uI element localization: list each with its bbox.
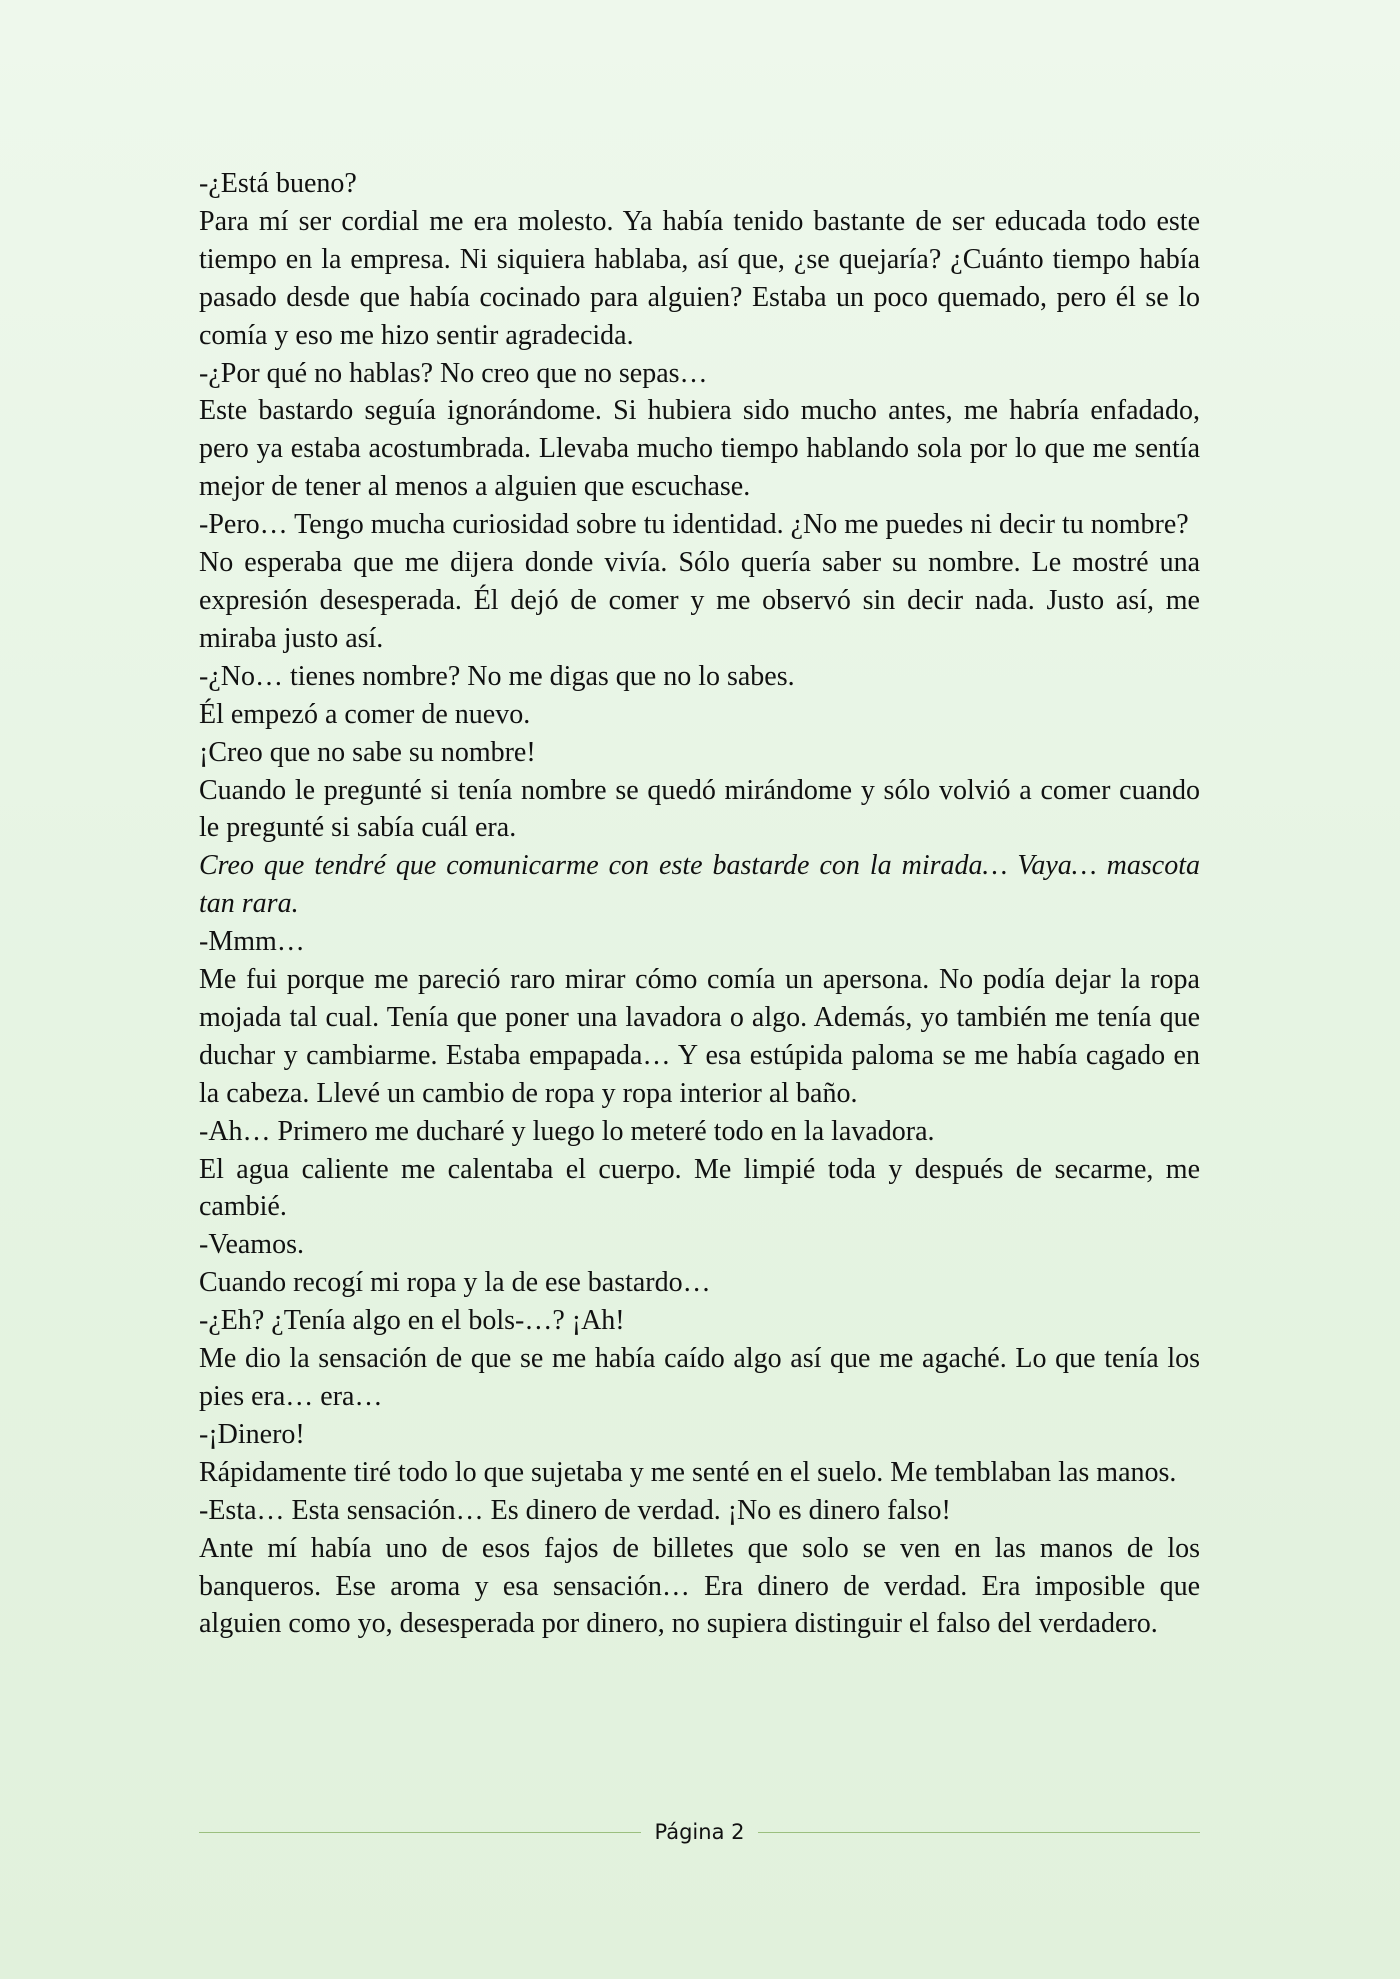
paragraph: Me dio la sensación de que se me había caído algo así que me agaché. Lo que tenía los pies era… era… [199, 1343, 1200, 1412]
paragraph: -Veamos. [199, 1229, 304, 1261]
paragraph: El agua caliente me calentaba el cuerpo. Me limpié toda y después de secarme, me cambié. [199, 1153, 1200, 1223]
paragraph: Cuando recogí mi ropa y la de ese bastardo… [199, 1267, 711, 1299]
paragraph: -¿No… tienes nombre? No me digas que no lo sabes. [199, 660, 795, 692]
paragraph: -Ah… Primero me ducharé y luego lo meteré todo en la lavadora. [199, 1115, 935, 1147]
paragraph: -Pero… Tengo mucha curiosidad sobre tu identidad. ¿No me puedes ni decir tu nombre? [199, 509, 1189, 541]
paragraph: No esperaba que me dijera donde vivía. Sólo quería saber su nombre. Le mostré una expresión desesperada. Él dejó de comer y me observó sin decir nada. Justo así, me miraba justo así. [199, 547, 1200, 654]
paragraph: Rápidamente tiré todo lo que sujetaba y me senté en el suelo. Me temblaban las manos. [199, 1456, 1177, 1488]
document-body [199, 165, 1200, 1643]
page-number: Página 2 [654, 1820, 745, 1844]
paragraph: Este bastardo seguía ignorándome. Si hubiera sido mucho antes, me habría enfadado, pero ya estaba acostumbrada. Llevaba mucho tiempo hablando sola por lo que me sentía mejor de tener al menos a alguien que escuchase. [199, 395, 1200, 503]
paragraph: -¿Eh? ¿Tenía algo en el bols-…? ¡Ah! [199, 1305, 625, 1337]
paragraph: -Mmm… [199, 926, 305, 958]
footer-rule-right [758, 1832, 1200, 1833]
paragraph: Cuando le pregunté si tenía nombre se quedó mirándome y sólo volvió a comer cuando le pregunté si sabía cuál era. [199, 774, 1200, 844]
page-footer [199, 1818, 1200, 1846]
paragraph: ¡Creo que no sabe su nombre! [199, 736, 536, 768]
paragraph: Ante mí había uno de esos fajos de billetes que solo se ven en las manos de los banqueros. Ese aroma y esa sensación… Era dinero de verdad. Era imposible que alguien como yo, desesperada por dinero, no supiera distinguir el falso del verdadero. [199, 1532, 1200, 1640]
paragraph: -¿Está bueno? [199, 168, 357, 199]
paragraph: -¿Por qué no hablas? No creo que no sepas… [199, 357, 708, 389]
paragraph: -Esta… Esta sensación… Es dinero de verdad. ¡No es dinero falso! [199, 1494, 951, 1526]
paragraph: -¡Dinero! [199, 1418, 305, 1450]
italic-thought-paragraph: Creo que tendré que comunicarme con este bastarde con la mirada… Vaya… mascota tan rara. [199, 850, 1200, 920]
paragraph: Él empezó a comer de nuevo. [199, 698, 531, 730]
paragraph: Me fui porque me pareció raro mirar cómo comía un apersona. No podía dejar la ropa mojada tal cual. Tenía que poner una lavadora o algo. Además, yo también me tenía que duchar y cambiarme. Estaba empapada… Y esa estúpida paloma se me había cagado en la cabeza. Llevé un cambio de ropa y ropa interior al baño. [199, 964, 1200, 1109]
paragraph: Para mí ser cordial me era molesto. Ya había tenido bastante de ser educada todo este tiempo en la empresa. Ni siquiera hablaba, así que, ¿se quejaría? ¿Cuánto tiempo había pasado desde que había cocinado para alguien? Estaba un poco quemado, pero él se lo comía y eso me hizo sentir agradecida. [199, 205, 1200, 351]
footer-rule-left [199, 1832, 641, 1833]
